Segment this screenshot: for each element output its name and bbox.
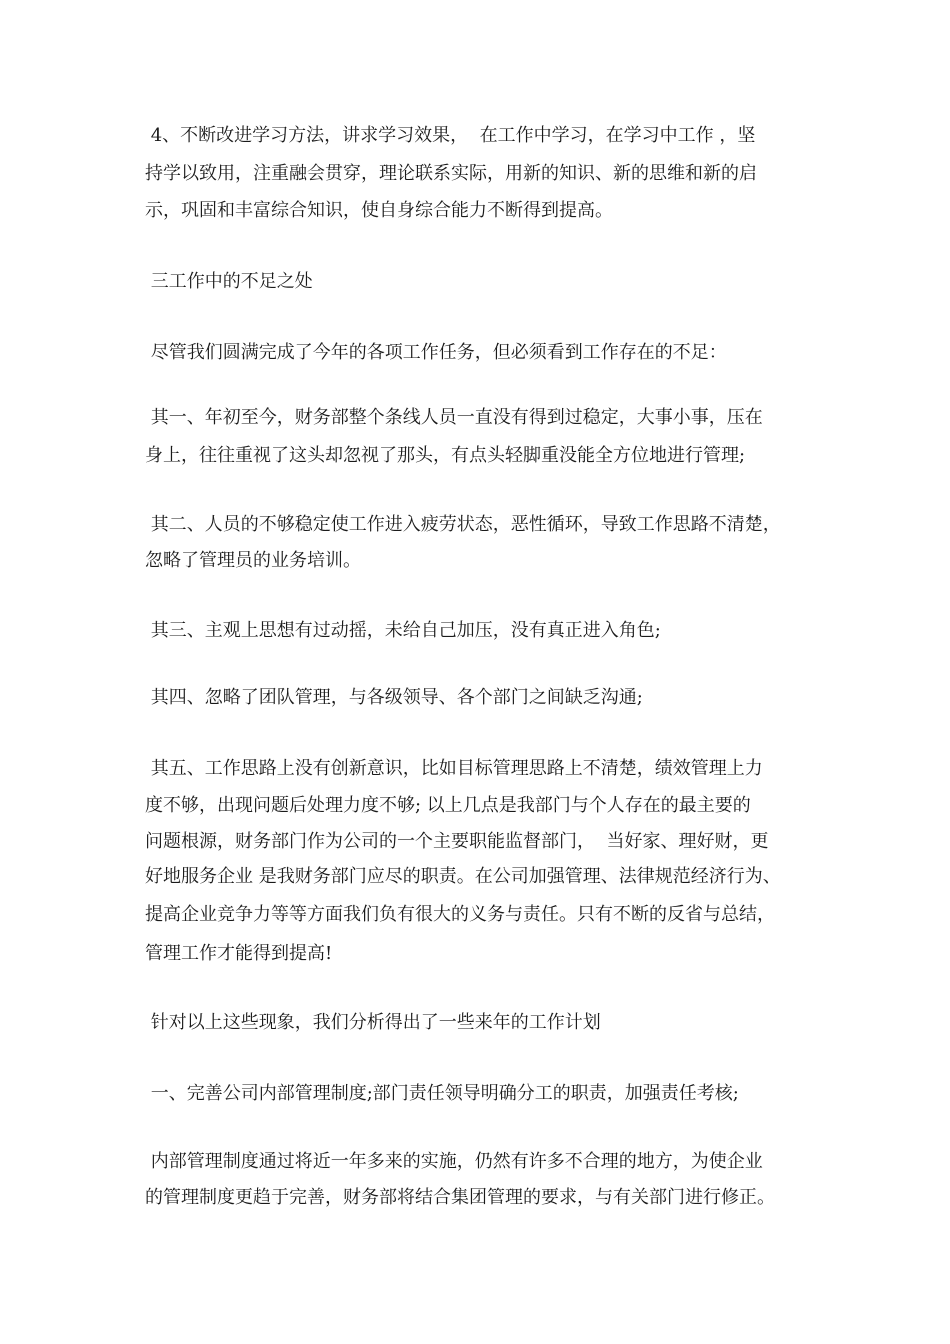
text-line: 持学以致用，注重融会贯穿，理论联系实际，用新的知识、新的思维和新的启 bbox=[145, 163, 757, 184]
text-line: 尽管我们圆满完成了今年的各项工作任务，但必须看到工作存在的不足： bbox=[145, 342, 727, 363]
section-heading: 三工作中的不足之处 bbox=[145, 271, 313, 292]
text-line: 其一、年初至今，财务部整个条线人员一直没有得到过稳定，大事小事，压在 bbox=[145, 407, 763, 428]
text-line: 其二、人员的不够稳定使工作进入疲劳状态，恶性循环，导致工作思路不清楚， bbox=[145, 514, 781, 535]
text-line: 其五、工作思路上没有创新意识，比如目标管理思路上不清楚，绩效管理上力 bbox=[145, 758, 763, 779]
text-line: 的管理制度更趋于完善，财务部将结合集团管理的要求，与有关部门进行修正。 bbox=[145, 1187, 775, 1208]
text-line: 示，巩固和丰富综合知识，使自身综合能力不断得到提高。 bbox=[145, 200, 613, 221]
text-line: 其三、主观上思想有过动摇，未给自己加压，没有真正进入角色; bbox=[145, 620, 661, 641]
text-line: 一、完善公司内部管理制度;部门责任领导明确分工的职责，加强责任考核; bbox=[145, 1083, 739, 1104]
text-line: 度不够，出现问题后处理力度不够; 以上几点是我部门与个人存在的最主要的 bbox=[145, 795, 751, 816]
text-line: 忽略了管理员的业务培训。 bbox=[145, 550, 361, 571]
text-line: 针对以上这些现象，我们分析得出了一些来年的工作计划 bbox=[145, 1012, 601, 1033]
text-line: 管理工作才能得到提高! bbox=[145, 943, 333, 964]
text-line: 身上，往往重视了这头却忽视了那头，有点头轻脚重没能全方位地进行管理; bbox=[145, 445, 746, 466]
text-line: 好地服务企业 是我财务部门应尽的职责。在公司加强管理、法律规范经济行为、 bbox=[145, 866, 781, 887]
text-line: 内部管理制度通过将近一年多来的实施，仍然有许多不合理的地方，为使企业 bbox=[145, 1151, 763, 1172]
text-line: 问题根源，财务部门作为公司的一个主要职能监督部门， 当好家、理好财，更 bbox=[145, 831, 769, 852]
text-line: 其四、忽略了团队管理，与各级领导、各个部门之间缺乏沟通; bbox=[145, 687, 643, 708]
text-line: 4、不断改进学习方法，讲求学习效果， 在工作中学习，在学习中工作 ，坚 bbox=[145, 125, 756, 146]
text-line: 提高企业竞争力等等方面我们负有很大的义务与责任。只有不断的反省与总结， bbox=[145, 904, 775, 925]
